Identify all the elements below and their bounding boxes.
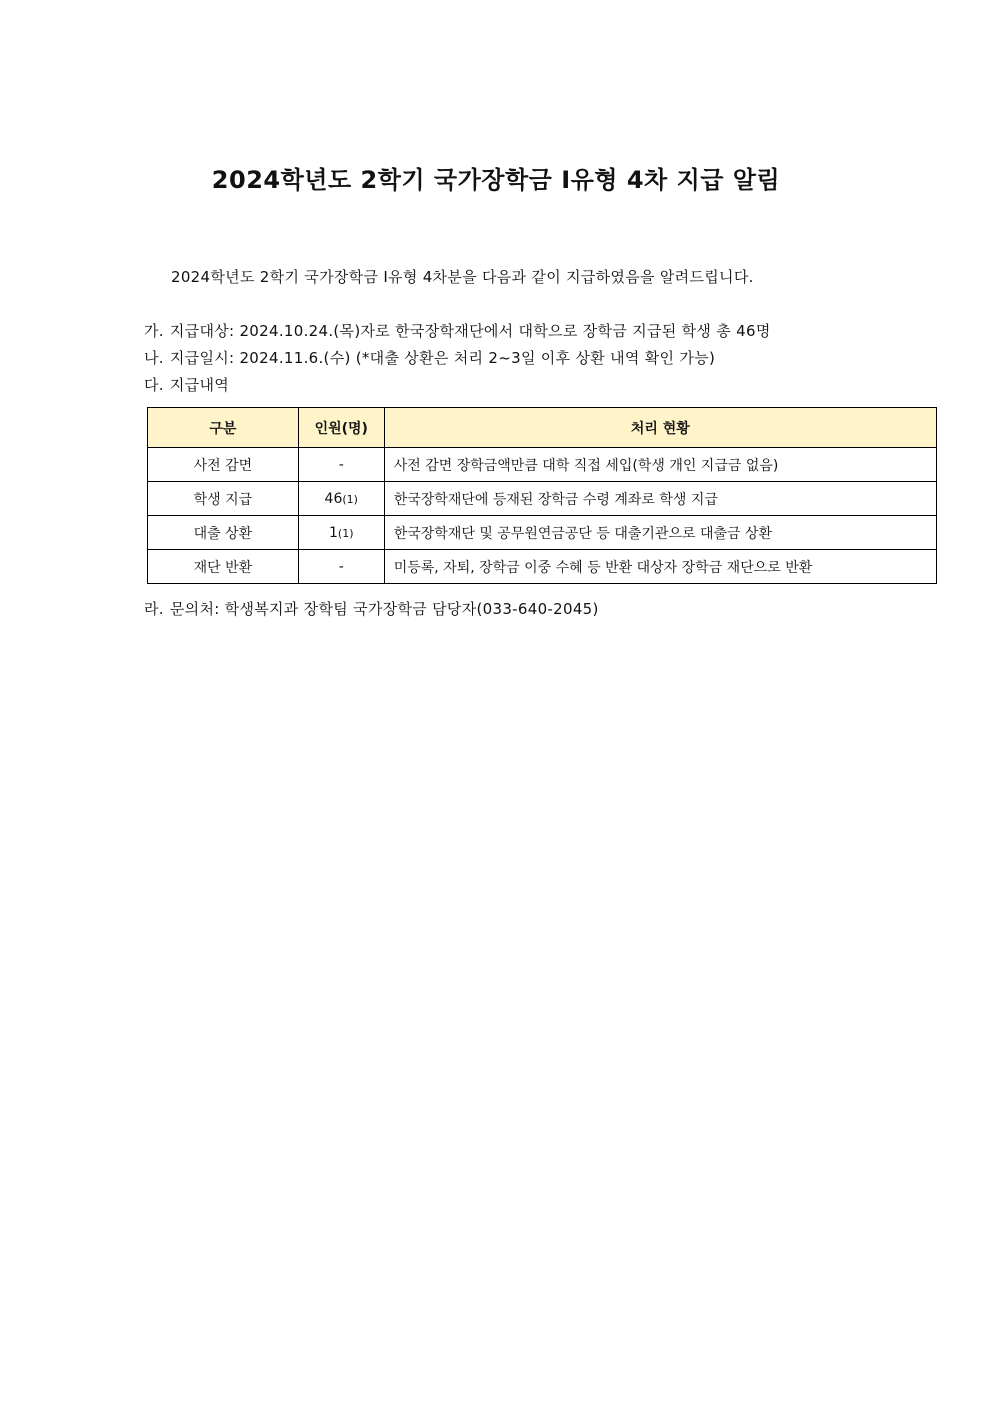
count-value: - (338, 558, 344, 575)
item-text: 지급일시: 2024.11.6.(수) (*대출 상환은 처리 2~3일 이후 상환 내역 확인 가능) (169, 349, 716, 367)
item-text: 지급대상: 2024.10.24.(목)자로 한국장학재단에서 대학으로 장학금 지급된 학생 총 46명 (169, 322, 771, 340)
item-prefix: 가. (144, 322, 164, 340)
count-value: 46 (324, 490, 343, 507)
item-details (144, 374, 229, 395)
cell-status: 사전 감면 장학금액만큼 대학 직접 세입(학생 개인 지급금 없음) (384, 448, 936, 482)
cell-status: 미등록, 자퇴, 장학금 이중 수혜 등 반환 대상자 장학금 재단으로 반환 (384, 550, 936, 584)
cell-status: 한국장학재단에 등재된 장학금 수령 계좌로 학생 지급 (384, 482, 936, 516)
header-category: 구분 (148, 408, 299, 448)
cell-category: 재단 반환 (148, 550, 299, 584)
item-contact (144, 598, 599, 619)
header-status: 처리 현황 (384, 408, 936, 448)
intro-paragraph: 2024학년도 2학기 국가장학금 I유형 4차분을 다음과 같이 지급하였음을 알려드립니다. (171, 268, 754, 286)
item-prefix: 나. (144, 349, 164, 367)
count-value: 1 (329, 524, 338, 541)
cell-count (298, 482, 384, 516)
payment-table (147, 407, 937, 584)
document-title: 2024학년도 2학기 국가장학금 I유형 4차 지급 알림 (211, 166, 781, 194)
table-header-row (148, 408, 937, 448)
count-sub: (1) (342, 492, 358, 506)
count-value: - (338, 456, 344, 473)
table-row (148, 516, 937, 550)
item-date (144, 347, 715, 368)
item-target (144, 320, 771, 341)
item-text: 문의처: 학생복지과 장학팀 국가장학금 담당자(033-640-2045) (169, 600, 599, 618)
item-prefix: 다. (144, 376, 164, 394)
table-row (148, 448, 937, 482)
table-row (148, 550, 937, 584)
cell-count (298, 448, 384, 482)
cell-count (298, 516, 384, 550)
cell-category: 학생 지급 (148, 482, 299, 516)
item-text: 지급내역 (169, 376, 230, 394)
cell-category: 대출 상환 (148, 516, 299, 550)
cell-status: 한국장학재단 및 공무원연금공단 등 대출기관으로 대출금 상환 (384, 516, 936, 550)
count-sub: (1) (337, 526, 354, 540)
item-prefix: 라. (144, 600, 164, 618)
cell-count (298, 550, 384, 584)
table-row (148, 482, 937, 516)
header-count: 인원(명) (298, 408, 384, 448)
cell-category: 사전 감면 (148, 448, 299, 482)
